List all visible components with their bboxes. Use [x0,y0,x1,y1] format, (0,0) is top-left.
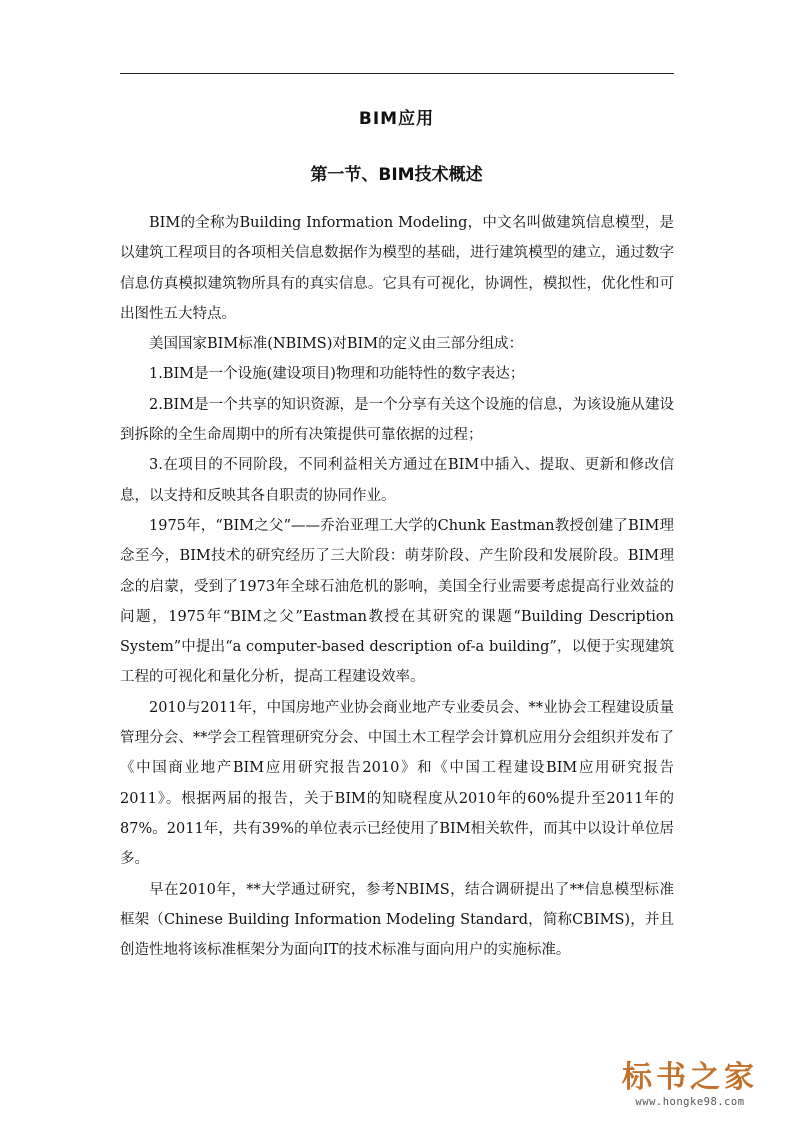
paragraph-nbims-intro: 美国国家BIM标准(NBIMS)对BIM的定义由三部分组成： [149,336,524,353]
watermark-brand: 标书之家 [622,1060,758,1095]
paragraph-definition-1: 1.BIM是一个设施(建设项目)物理和功能特性的数字表达； [149,366,525,383]
watermark-logo [605,1060,775,1108]
section-title: 第一节、BIM技术概述 [310,165,483,185]
header-rule [120,73,674,74]
paragraph-china-reports: 2010与2011年，中国房地产业协会商业地产专业委员会、**业协会工程建设质量管理分会、**学会工程管理研究分会、中国土木工程学会计算机应用分会组织并发布了《中国商业地产BIM应用研究报告2010》和《中国工程建设BIM应用研究报告2011》。根据两届的报告，关于BIM的知晓程度从2010年的60%提升至2011年的87%。2011年，共有39%的单位表示已经使用了BIM相关软件，而其中以设计单位居多。 [120,699,674,868]
document-title: BIM应用 [358,109,435,129]
body-text [120,208,674,965]
paragraph-definition-3: 3.在项目的不同阶段，不同利益相关方通过在BIM中插入、提取、更新和修改信息，以支持和反映其各自职责的协同作业。 [120,457,674,504]
paragraph-definition-2: 2.BIM是一个共享的知识资源，是一个分享有关这个设施的信息，为该设施从建设到拆除的全生命周期中的所有决策提供可靠依据的过程； [120,396,674,444]
paragraph-bim-definition: BIM的全称为Building Information Modeling，中文名叫做建筑信息模型，是以建筑工程项目的各项相关信息数据作为模型的基础，进行建筑模型的建立，通过数字信息仿真模拟建筑物所具有的真实信息。它具有可视化，协调性，模拟性，优化性和可出图性五大特点。 [120,215,674,322]
paragraph-cbims: 早在2010年，**大学通过研究，参考NBIMS，结合调研提出了**信息模型标准框架（Chinese Building Information Modeling Standard，简称CBIMS)，并且创造性地将该标准框架分为面向IT的技术标准与面向用户的实施标准。 [120,881,674,959]
watermark-url: www.hongke98.com [635,1096,745,1108]
paragraph-history: 1975年，“BIM之父”——乔治亚理工大学的Chunk Eastman教授创建了BIM理念至今，BIM技术的研究经历了三大阶段：萌芽阶段、产生阶段和发展阶段。BIM理念的启蒙，受到了1973年全球石油危机的影响，美国全行业需要考虑提高行业效益的问题，1975年“BIM之父”Eastman教授在其研究的课题“Building Description System”中提出“a computer-based description of-a building”，以便于实现建筑工程的可视化和量化分析，提高工程建设效率。 [120,517,674,686]
